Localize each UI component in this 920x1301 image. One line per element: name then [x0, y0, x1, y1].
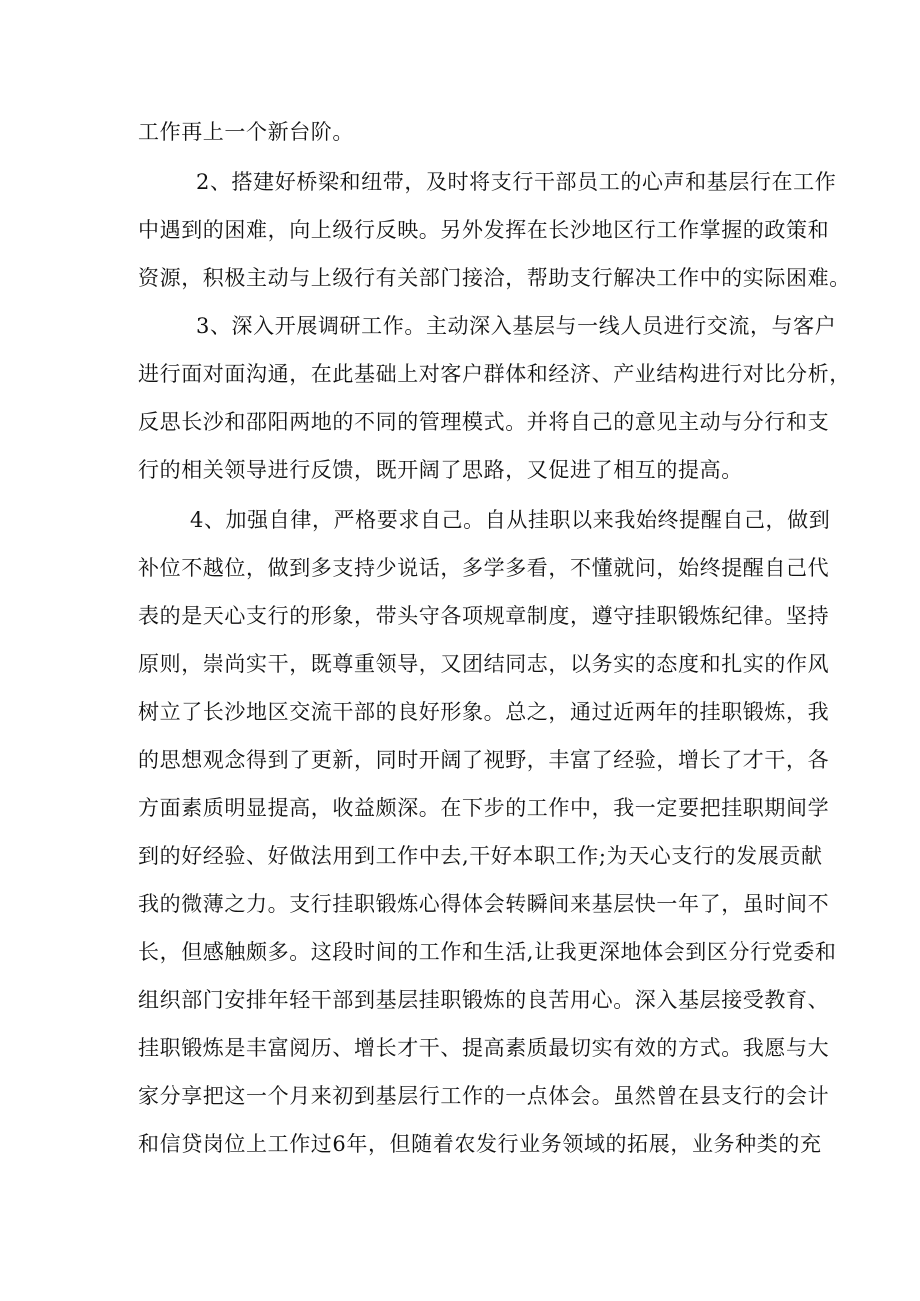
text-line: 2、搭建好桥梁和纽带，及时将支行干部员工的心声和基层行在工作	[196, 170, 837, 194]
text-line: 家分享把这一个月来初到基层行工作的一点体会。虽然曾在县支行的会计	[138, 1084, 830, 1108]
text-line: 反思长沙和邵阳两地的不同的管理模式。并将自己的意见主动与分行和支	[138, 410, 830, 434]
text-line: 资源，积极主动与上级行有关部门接洽，帮助支行解决工作中的实际困难。	[138, 266, 851, 290]
text-line: 的思想观念得到了更新，同时开阔了视野，丰富了经验，增长了才干，各	[138, 748, 830, 772]
text-line: 和信贷岗位上工作过6年，但随着农发行业务领域的拓展，业务种类的充	[138, 1132, 822, 1156]
text-line: 长，但感触颇多。这段时间的工作和生活,让我更深地体会到区分行党委和	[138, 940, 837, 964]
text-line: 行的相关领导进行反馈，既开阔了思路，又促进了相互的提高。	[138, 458, 743, 482]
text-line: 到的好经验、好做法用到工作中去,干好本职工作;为天心支行的发展贡献	[138, 844, 823, 868]
text-line: 4、加强自律，严格要求自己。自从挂职以来我始终提醒自己，做到	[190, 508, 831, 532]
text-line: 树立了长沙地区交流干部的良好形象。总之，通过近两年的挂职锻炼，我	[138, 700, 830, 724]
text-line: 3、深入开展调研工作。主动深入基层与一线人员进行交流，与客户	[196, 314, 837, 338]
text-line: 挂职锻炼是丰富阅历、增长才干、提高素质最切实有效的方式。我愿与大	[138, 1036, 830, 1060]
text-line: 中遇到的困难，向上级行反映。另外发挥在长沙地区行工作掌握的政策和	[138, 218, 830, 242]
text-line: 工作再上一个新台阶。	[138, 120, 354, 144]
text-line: 原则，崇尚实干，既尊重领导，又团结同志，以务实的态度和扎实的作风	[138, 652, 830, 676]
text-line: 表的是天心支行的形象，带头守各项规章制度，遵守挂职锻炼纪律。坚持	[138, 604, 830, 628]
text-line: 我的微薄之力。支行挂职锻炼心得体会转瞬间来基层快一年了，虽时间不	[138, 892, 830, 916]
text-line: 补位不越位，做到多支持少说话，多学多看，不懂就问，始终提醒自己代	[138, 556, 830, 580]
text-line: 组织部门安排年轻干部到基层挂职锻炼的良苦用心。深入基层接受教育、	[138, 988, 830, 1012]
text-line: 方面素质明显提高，收益颇深。在下步的工作中，我一定要把挂职期间学	[138, 796, 830, 820]
text-line: 进行面对面沟通，在此基础上对客户群体和经济、产业结构进行对比分析，	[138, 362, 851, 386]
